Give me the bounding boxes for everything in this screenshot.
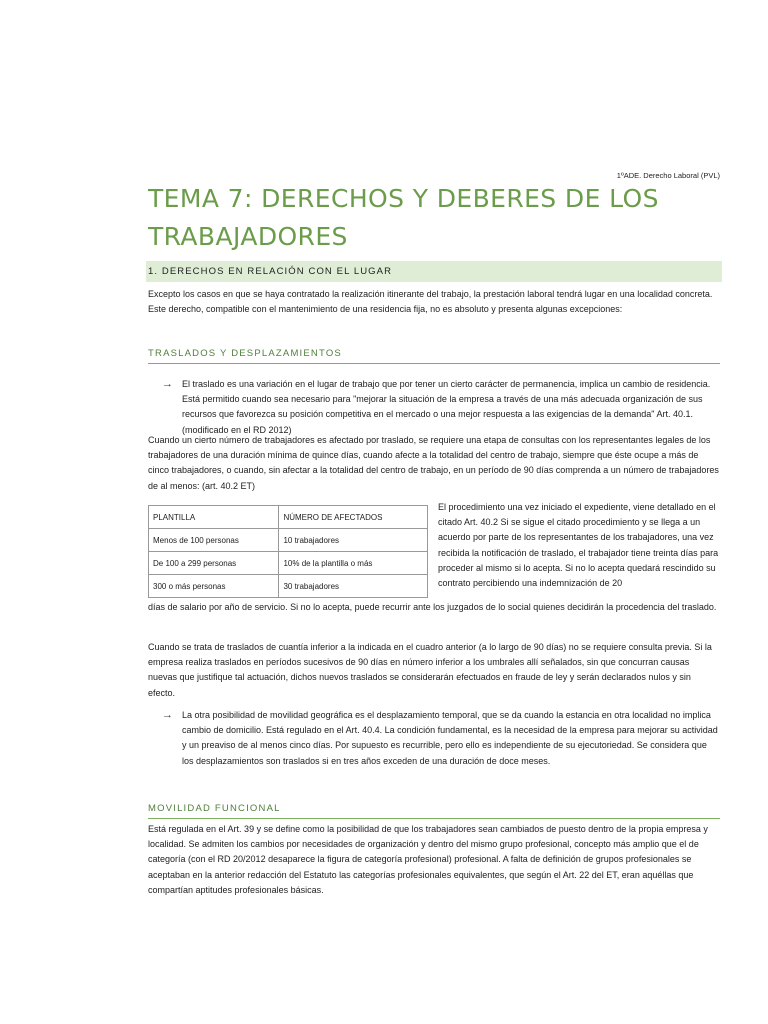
table-cell: 10 trabajadores xyxy=(279,529,428,552)
header-course-note: 1ºADE. Derecho Laboral (PVL) xyxy=(616,171,720,180)
table-cell: 10% de la plantilla o más xyxy=(279,552,428,575)
table-cell: 30 trabajadores xyxy=(279,575,428,598)
table-cell: 300 o más personas xyxy=(149,575,279,598)
procedure-side-text: El procedimiento una vez iniciado el expediente, viene detallado en el citado Art. 40.2 Si se sigue el citado procedimiento y se llega a un acuerdo por parte de los representantes de los trabajadores, una vez recibida la notificación de traslado, el trabajador tiene treinta días para proceder al mismo si lo acepta. Si no lo acepta quedará rescindido su contrato percibiendo una indemnización de 20 xyxy=(438,502,719,589)
table-cell: De 100 a 299 personas xyxy=(149,552,279,575)
table-row xyxy=(149,575,428,598)
title-line-2: TRABAJADORES xyxy=(148,222,348,251)
table-row xyxy=(149,552,428,575)
table-header-cell: NÚMERO DE AFECTADOS xyxy=(279,506,428,529)
paragraph-traslados-inferior: Cuando se trata de traslados de cuantía inferior a la indicada en el cuadro anterior (a lo largo de 90 días) no se requiere consulta previa. Si la empresa realiza traslados en períodos sucesivos de 90 días en número inferior a los umbrales allí señalados, sin que concurran causas nuevas que justifique tal actuación, dichos nuevos traslados se considerarán efectuados en fraude de ley y serán declarados nulos y sin efecto. xyxy=(148,642,712,698)
table-header-cell: PLANTILLA xyxy=(149,506,279,529)
arrow-bullet-icon: → xyxy=(162,709,173,721)
document-title xyxy=(148,180,708,256)
paragraph-movilidad: Está regulada en el Art. 39 y se define como la posibilidad de que los trabajadores sean cambiados de puesto dentro de la propia empresa y localidad. Se admiten los cambios por necesidades de organización y dentro del mismo grupo profesional, concepto más amplio que el de categoría (con el RD 20/2012 desaparece la figura de categoría profesional) profesional. A falta de definición de grupos profesionales se aceptaban en la anterior redacción del Estatuto las categorías profesionales equivalentes, que según el Art. 22 del ET, eran aquéllas que compartían aptitudes profesionales básicas. xyxy=(148,824,708,895)
section-intro-paragraph: Excepto los casos en que se haya contratado la realización itinerante del trabajo, la prestación laboral tendrá lugar en una localidad concreta. Este derecho, compatible con el mantenimiento de una residencia fija, no es absoluto y presenta algunas excepciones: xyxy=(148,289,713,315)
bullet-text: El traslado es una variación en el lugar de trabajo que por tener un cierto carácter de permanencia, implica un cambio de residencia. Está permitido cuando sea necesario para "mejorar la situación de la empresa a través de una más adecuada organización de sus recursos que favorezca su posición competitiva en el mercado o una mejor respuesta a las exigencias de la demanda" Art. 40.1.(modificado en el RD 2012) xyxy=(182,379,711,435)
paragraph-consultas: Cuando un cierto número de trabajadores es afectado por traslado, se requiere una etapa de consultas con los representantes legales de los trabajadores de una duración mínima de quince días, cuando afecte a la totalidad del centro de trabajo, siempre que éste ocupe a más de cinco trabajadores, o cuando, sin afectar a la totalidad del centro de trabajo, en un período de 90 días comprenda a un número de trabajadores de al menos: (art. 40.2 ET) xyxy=(148,435,719,491)
paragraph-continued: días de salario por año de servicio. Si no lo acepta, puede recurrir ante los juzgados de lo social quienes decidirán la procedencia del traslado. xyxy=(148,602,717,612)
bullet-traslado xyxy=(162,377,720,438)
subheading-traslados: TRASLADOS Y DESPLAZAMIENTOS xyxy=(148,348,720,364)
table-header-row xyxy=(149,506,428,529)
table-cell: Menos de 100 personas xyxy=(149,529,279,552)
afectados-table xyxy=(148,505,428,598)
bullet-desplazamiento xyxy=(162,708,720,769)
arrow-bullet-icon: → xyxy=(162,378,173,390)
title-line-1: TEMA 7: DERECHOS Y DEBERES DE LOS xyxy=(148,184,659,213)
table-row xyxy=(149,529,428,552)
section-heading: 1. DERECHOS EN RELACIÓN CON EL LUGAR xyxy=(146,261,722,282)
bullet-text: La otra posibilidad de movilidad geográfica es el desplazamiento temporal, que se da cuando la estancia en otra localidad no implica cambio de domicilio. Está regulado en el Art. 40.4. La condición fundamental, es la necesidad de la empresa para mejorar su actividad y un preaviso de al menos cinco días. Por supuesto es recurrible, pero ello es independiente de su ejecutoriedad. Se considera que los desplazamientos son traslados si en tres años exceden de una duración de doce meses. xyxy=(182,710,718,766)
subheading-movilidad: MOVILIDAD FUNCIONAL xyxy=(148,803,720,819)
